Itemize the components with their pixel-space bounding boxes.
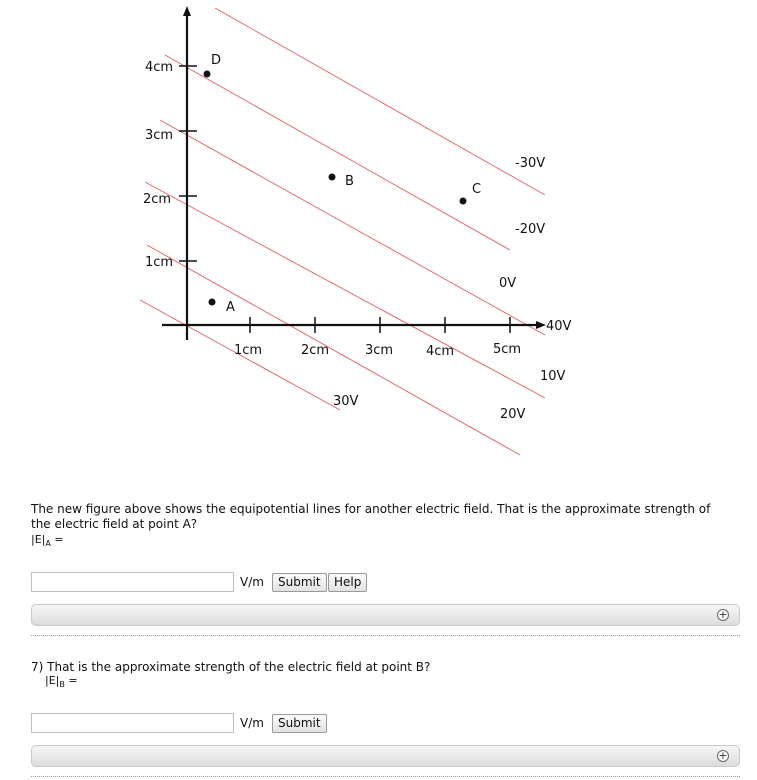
- x-tick-label: 4cm: [426, 344, 455, 359]
- x-axis-arrow: [536, 321, 546, 329]
- question-6-field-label: [31, 532, 731, 551]
- equipotential-line: [147, 245, 520, 455]
- field-symbol: |E|: [31, 533, 46, 546]
- field-subscript: A: [45, 539, 51, 549]
- equipotential-lines: [140, 8, 545, 455]
- point-b-dot: [329, 174, 336, 181]
- potential-label: 10V: [540, 369, 566, 384]
- x-tick-label: 2cm: [301, 343, 330, 358]
- question-6-prompt: The new figure above shows the equipotential lines for another electric field. That is the approximate strength of the electric field at point A?: [31, 502, 711, 531]
- y-tick-label: 4cm: [145, 60, 174, 75]
- x-tick-label: 3cm: [365, 343, 394, 358]
- point-a-label: A: [226, 300, 235, 315]
- feedback-bar-a[interactable]: [31, 604, 740, 626]
- point-c-dot: [460, 198, 467, 205]
- y-tick-label: 1cm: [145, 255, 174, 270]
- point-d-label: D: [211, 53, 222, 68]
- potential-label: -30V: [515, 156, 546, 171]
- feedback-bar-b[interactable]: [31, 745, 740, 767]
- answer-a-unit: V/m: [240, 575, 264, 589]
- points: [204, 71, 467, 306]
- question-7-field-label: [31, 674, 430, 689]
- field-equals: =: [50, 533, 64, 546]
- point-c-label: C: [472, 182, 482, 197]
- point-a-dot: [209, 299, 216, 306]
- submit-b-button[interactable]: Submit: [272, 714, 327, 733]
- y-tick-label: 2cm: [143, 192, 172, 207]
- field-subscript: B: [59, 680, 65, 690]
- field-equals: =: [64, 674, 78, 687]
- question-7-prompt: 7) That is the approximate strength of the electric field at point B?: [31, 660, 431, 674]
- point-d-dot: [204, 71, 211, 78]
- question-7-text: [31, 660, 430, 689]
- help-button[interactable]: Help: [328, 573, 367, 592]
- equipotential-line: [145, 182, 545, 398]
- question-6-text: [31, 502, 731, 551]
- x-tick-label: 1cm: [234, 343, 263, 358]
- potential-label: 30V: [333, 394, 359, 409]
- point-b-label: B: [345, 174, 354, 189]
- answer-b-unit: V/m: [240, 716, 264, 730]
- x-tick-label: 5cm: [493, 342, 522, 357]
- equipotential-line: [215, 8, 545, 195]
- answer-a-input[interactable]: [31, 572, 234, 592]
- separator: [31, 776, 740, 777]
- answer-b-input[interactable]: [31, 713, 234, 733]
- separator: [31, 635, 740, 636]
- submit-a-button[interactable]: Submit: [272, 573, 327, 592]
- expand-plus-icon[interactable]: +: [718, 608, 728, 621]
- potential-label: 20V: [500, 407, 526, 422]
- y-axis-arrow: [183, 6, 191, 16]
- potential-label: -20V: [515, 222, 546, 237]
- expand-plus-icon[interactable]: +: [718, 749, 728, 762]
- potential-label: 40V: [546, 319, 572, 334]
- y-tick-label: 3cm: [145, 128, 174, 143]
- equipotential-line: [160, 120, 545, 335]
- potential-label: 0V: [499, 276, 517, 291]
- field-symbol: |E|: [45, 674, 60, 687]
